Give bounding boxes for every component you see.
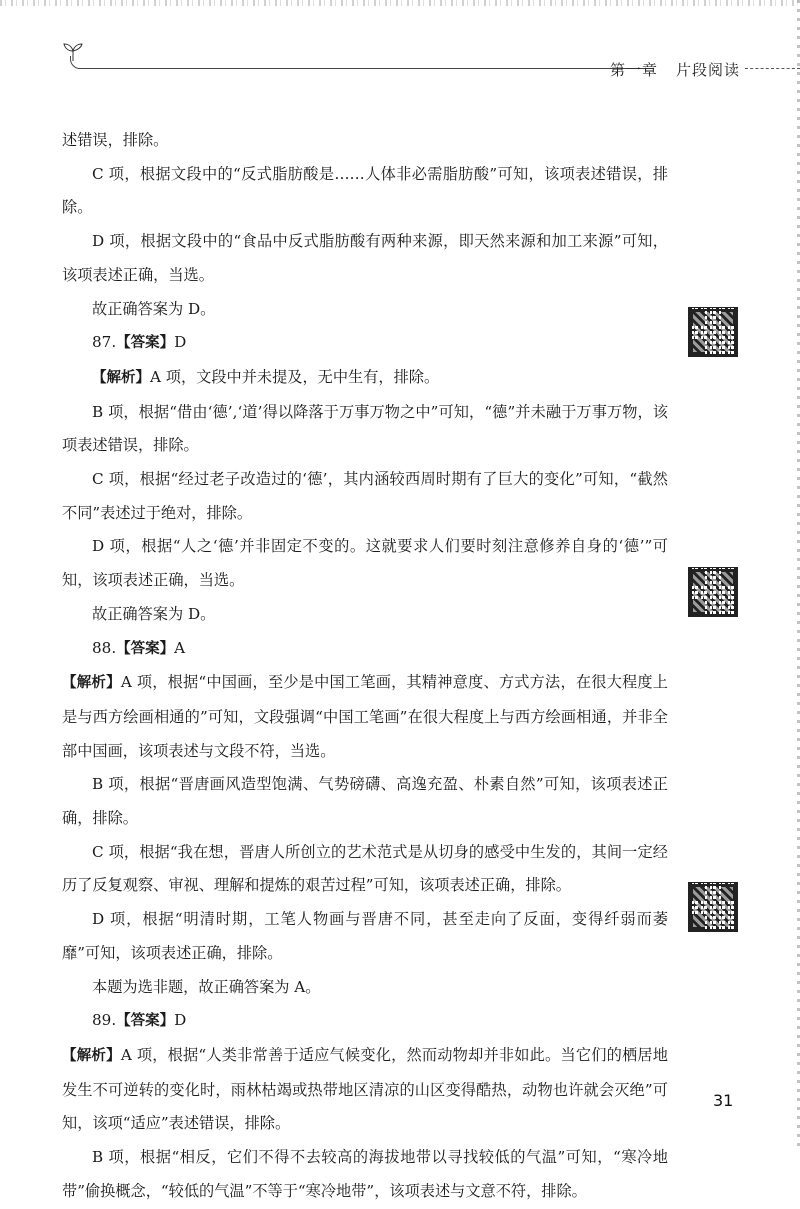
body-text xyxy=(62,124,668,1209)
scan-noise-top xyxy=(0,0,800,6)
paragraph: C 项，根据“我在想，晋唐人所创立的艺术范式是从切身的感受中生发的，其间一定经历了反复观察、审视、理解和提炼的艰苦过程”可知，该项表述正确，排除。 xyxy=(62,842,668,895)
answer-line xyxy=(62,632,668,667)
paragraph: 故正确答案为 D。 xyxy=(92,299,216,318)
analysis-tag: 【解析】 xyxy=(62,1047,121,1064)
chapter-number: 第一章 xyxy=(610,61,659,79)
paragraph: D 项，根据文段中的“食品中反式脂肪酸有两种来源，即天然来源和加工来源”可知，该项表述正确，当选。 xyxy=(62,232,668,284)
header-rule xyxy=(78,68,653,69)
qr-code-88[interactable] xyxy=(688,567,738,617)
answer-value: D xyxy=(174,333,187,352)
chapter-label xyxy=(610,59,740,80)
paragraph: B 项，根据“晋唐画风造型饱满、气势磅礴、高逸充盈、朴素自然”可知，该项表述正确，排除。 xyxy=(62,775,668,828)
paragraph: B 项，根据“借由‘德’,‘道’得以降落于万事万物之中”可知，“德”并未融于万事万物，该项表述错误，排除。 xyxy=(62,402,668,455)
qr-code-87[interactable] xyxy=(688,307,738,357)
paragraph: C 项，根据文段中的“反式脂肪酸是……人体非必需脂肪酸”可知，该项表述错误，排除。 xyxy=(62,164,668,217)
paragraph: D 项，根据“人之‘德’并非固定不变的。这就要求人们要时刻注意修养自身的‘德’”可知，该项表述正确，当选。 xyxy=(62,537,668,590)
analysis-paragraph: 【解析】A 项，文段中并未提及，无中生有，排除。 xyxy=(92,367,440,386)
question-number: 88. xyxy=(92,638,117,657)
answer-line xyxy=(62,326,668,361)
answer-tag: 【答案】 xyxy=(116,335,175,352)
header-rule-tail xyxy=(745,68,800,69)
answer-line xyxy=(62,1004,668,1039)
analysis-tag: 【解析】 xyxy=(62,675,121,692)
page-number: 31 xyxy=(713,1091,734,1110)
answer-tag: 【答案】 xyxy=(116,640,175,657)
paragraph: 本题为选非题，故正确答案为 A。 xyxy=(92,977,321,996)
paragraph: 故正确答案为 D。 xyxy=(92,604,216,623)
paragraph: D 项，根据“明清时期，工笔人物画与晋唐不同，甚至走向了反面，变得纤弱而萎靡”可知，该项表述正确，排除。 xyxy=(62,910,668,962)
paragraph: B 项，根据“相反，它们不得不去较高的海拔地带以寻找较低的气温”可知，“寒冷地带”偷换概念，“较低的气温”不等于“寒冷地带”，该项表述与文意不符，排除。 xyxy=(62,1148,668,1200)
answer-tag: 【答案】 xyxy=(116,1013,175,1030)
analysis-paragraph: 【解析】A 项，根据“中国画，至少是中国工笔画，其精神意度、方式方法，在很大程度上是与西方绘画相通的”可知，文段强调“中国工笔画”在很大程度上与西方绘画相通，并非全部中国画，该项表述与文段不符，当选。 xyxy=(62,673,668,760)
page-header xyxy=(58,40,800,80)
analysis-tag: 【解析】 xyxy=(92,369,150,386)
question-number: 89. xyxy=(92,1011,117,1030)
answer-value: A xyxy=(174,638,186,657)
answer-value: D xyxy=(174,1011,187,1030)
paragraph: C 项，根据“经过老子改造过的‘德’，其内涵较西周时期有了巨大的变化”可知，“截然不同”表述过于绝对，排除。 xyxy=(62,470,668,522)
chapter-title: 片段阅读 xyxy=(676,61,741,79)
qr-code-89[interactable] xyxy=(688,882,738,932)
analysis-paragraph: 【解析】A 项，根据“人类非常善于适应气候变化，然而动物却并非如此。当它们的栖居地发生不可逆转的变化时，雨林枯竭或热带地区清凉的山区变得酷热，动物也许就会灭绝”可知，该项“适应”表述错误，排除。 xyxy=(62,1045,668,1133)
paragraph: 述错误，排除。 xyxy=(62,131,169,149)
question-number: 87. xyxy=(92,333,117,352)
